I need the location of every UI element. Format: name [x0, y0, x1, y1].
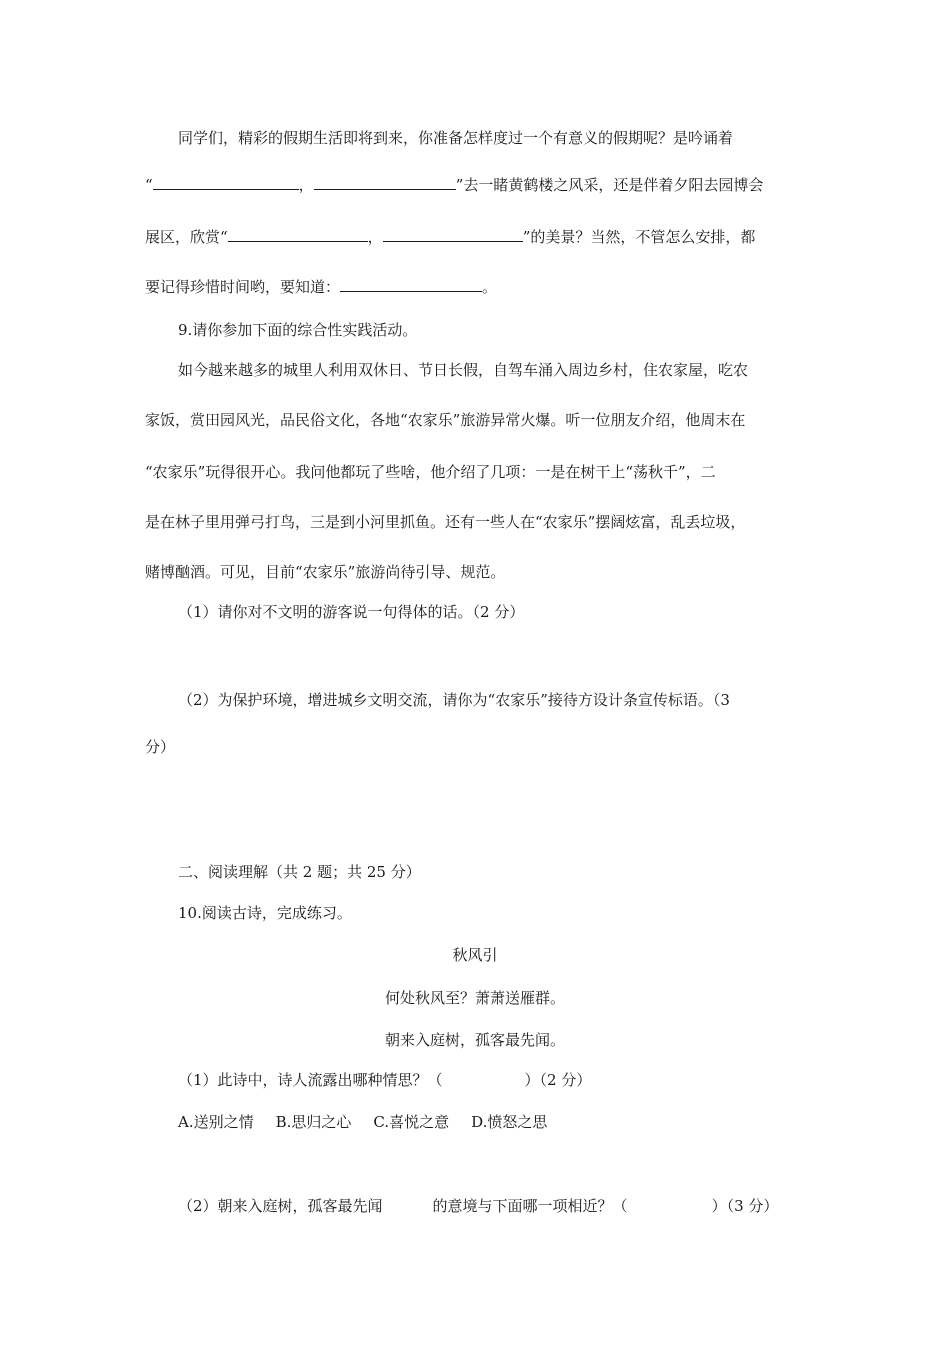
- option-a[interactable]: A.送别之情: [178, 1113, 254, 1131]
- q9-title: 9.请你参加下面的综合性实践活动。: [178, 321, 418, 339]
- q9-passage-4: 是在林子里用弹弓打鸟，三是到小河里抓鱼。还有一些人在“农家乐”摆阔炫富，乱丢垃圾，: [145, 513, 746, 531]
- q10-sub-question-1: [178, 1070, 591, 1090]
- q10-title: 10.阅读古诗，完成练习。: [178, 904, 352, 922]
- fill-blank-5[interactable]: [340, 277, 482, 292]
- fill-blank-1[interactable]: [153, 175, 299, 190]
- fill-blank-3[interactable]: [228, 227, 368, 242]
- q10-options: [178, 1112, 547, 1132]
- q10-sub1-text: （1）此诗中，诗人流露出哪种情思？（: [178, 1071, 443, 1089]
- q9-passage-5: 赌博酗酒。可见，目前“农家乐”旅游尚待引导、规范。: [145, 563, 506, 581]
- section-2-title: 二、阅读理解（共 2 题；共 25 分）: [178, 863, 421, 881]
- option-b[interactable]: B.思归之心: [275, 1113, 352, 1131]
- option-d[interactable]: D.愤怒之思: [471, 1113, 548, 1131]
- poem-line-2: 朝来入庭树，孤客最先闻。: [384, 1031, 565, 1049]
- fill-blank-4[interactable]: [383, 227, 523, 242]
- intro-line-1: [178, 128, 733, 148]
- q9-passage-2: 家饭，赏田园风光，品民俗文化，各地“农家乐”旅游异常火爆。听一位朋友介绍，他周末在: [145, 411, 746, 429]
- comma: ，: [298, 176, 314, 194]
- open-quote: “: [145, 176, 153, 194]
- intro-line-2: [145, 175, 763, 195]
- period: 。: [482, 278, 498, 296]
- intro-text-4: 要记得珍惜时间哟，要知道：: [145, 278, 341, 296]
- intro-line-4: [145, 277, 497, 297]
- q9-passage-3: “农家乐”玩得很开心。我问他都玩了些啥，他介绍了几项：一是在树干上“荡秋千”，二: [145, 463, 716, 481]
- fill-blank-2[interactable]: [314, 175, 456, 190]
- q10-sub-question-2: [178, 1196, 778, 1216]
- q9-sub-question-2-cont: 分）: [145, 738, 176, 756]
- q9-passage-1: 如今越来越多的城里人利用双休日、节日长假，自驾车涌入周边乡村，住农家屋，吃农: [178, 361, 749, 379]
- q9-sub-question-2: （2）为保护环境，增进城乡文明交流，请你为“农家乐”接待方设计条宣传标语。（3: [178, 691, 730, 709]
- poem-line-1: 何处秋风至？萧萧送雁群。: [384, 989, 565, 1007]
- intro-line-3: [145, 227, 755, 247]
- q10-sub2-text-b: 的意境与下面哪一项相近？（: [432, 1197, 628, 1215]
- comma: ，: [367, 228, 383, 246]
- q10-sub1-score: ）（2 分）: [524, 1071, 592, 1089]
- q10-sub2-text-a: （2）朝来入庭树，孤客最先闻: [178, 1197, 383, 1215]
- q10-sub2-score: ）（3 分）: [711, 1197, 779, 1215]
- poem-title: 秋风引: [452, 946, 498, 964]
- intro-text-1: 同学们，精彩的假期生活即将到来，你准备怎样度过一个有意义的假期呢？是吟诵着: [178, 129, 734, 147]
- intro-text-3a: 展区，欣赏“: [145, 228, 228, 246]
- option-c[interactable]: C.喜悦之意: [373, 1113, 450, 1131]
- intro-text-3b: ”的美景？当然，不管怎么安排，都: [522, 228, 756, 246]
- q9-sub-question-1: （1）请你对不文明的游客说一句得体的话。（2 分）: [178, 603, 525, 621]
- intro-text-2: ”去一睹黄鹤楼之风采，还是伴着夕阳去园博会: [455, 176, 764, 194]
